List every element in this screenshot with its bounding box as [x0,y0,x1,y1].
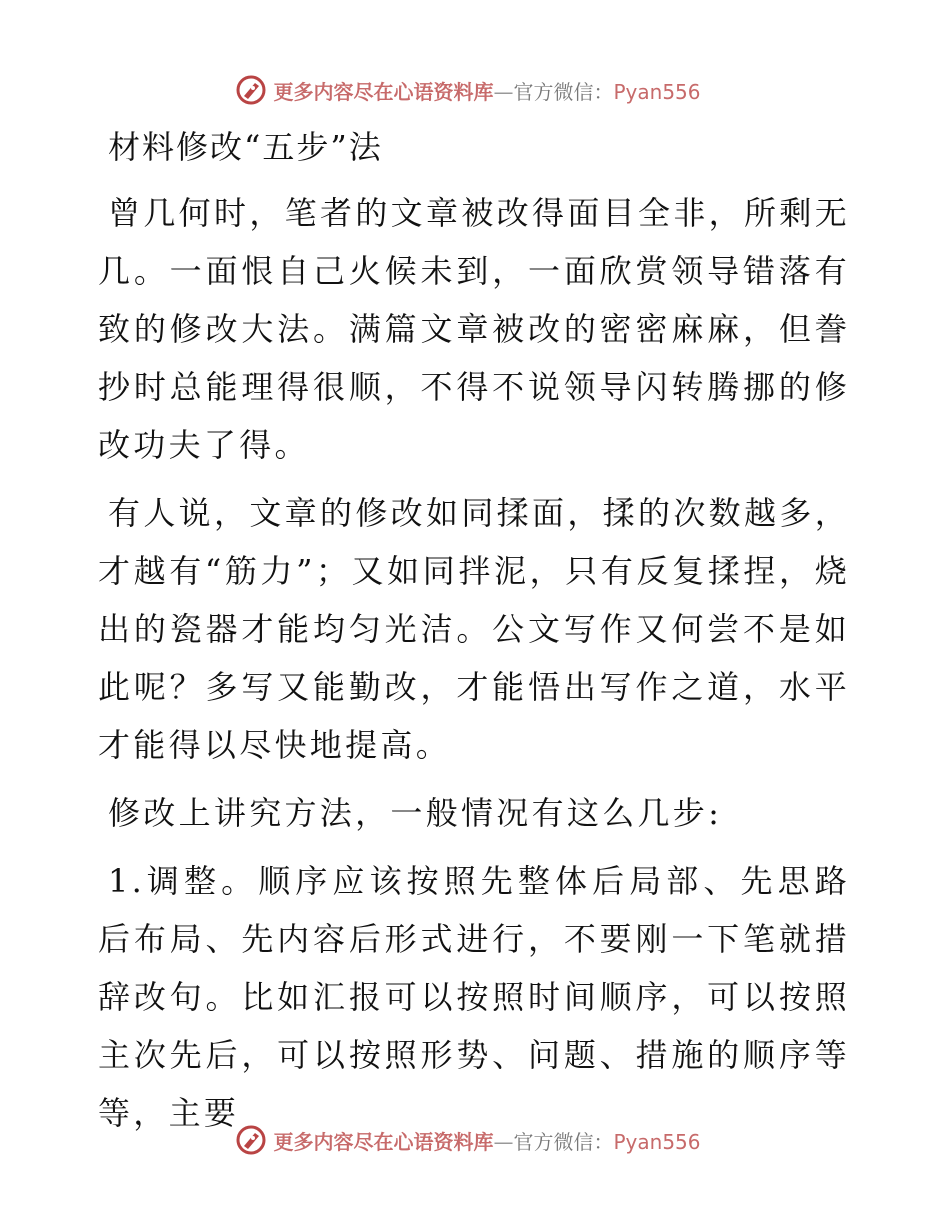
banner-official-label: 官方微信： [513,79,614,104]
banner-brand-text: 更多内容尽在心语资料库 [273,1129,494,1154]
banner-official-label: 官方微信： [513,1129,614,1154]
paragraph-4: 1.调整。顺序应该按照先整体后局部、先思路后布局、先内容后形式进行，不要刚一下笔就措辞改句。比如汇报可以按照时间顺序，可以按照主次先后，可以按照形势、问题、措施的顺序等等，主要 [98,862,850,1132]
paragraph-2: 有人说，文章的修改如同揉面，揉的次数越多，才越有“筋力”；又如同拌泥，只有反复揉捏，烧出的瓷器才能均匀光洁。公文写作又何尝不是如此呢？多写又能勤改，才能悟出写作之道，水平才能得以尽快地提高。 [98,494,850,764]
banner-separator: — [493,79,514,104]
banner-wechat-id: Pyan556 [613,1129,701,1154]
top-banner-inner [235,74,700,106]
banner-wechat-id: Pyan556 [613,79,701,104]
pen-nib-logo-icon [235,1124,267,1156]
top-banner [0,70,950,110]
banner-brand-text: 更多内容尽在心语资料库 [273,79,494,104]
document-body [98,118,850,1152]
pen-nib-logo-icon [235,74,267,106]
banner-text [273,76,700,105]
bottom-banner [0,1120,950,1160]
document-title: 材料修改“五步”法 [108,128,383,166]
paragraph-3: 修改上讲究方法，一般情况有这么几步: [108,794,723,832]
banner-separator: — [493,1129,514,1154]
bottom-banner-inner [235,1124,700,1156]
paragraph-1: 曾几何时，笔者的文章被改得面目全非，所剩无几。一面恨自己火候未到，一面欣赏领导错落有致的修改大法。满篇文章被改的密密麻麻，但誊抄时总能理得很顺，不得不说领导闪转腾挪的修改功夫了得。 [98,194,850,464]
banner-text [273,1126,700,1155]
